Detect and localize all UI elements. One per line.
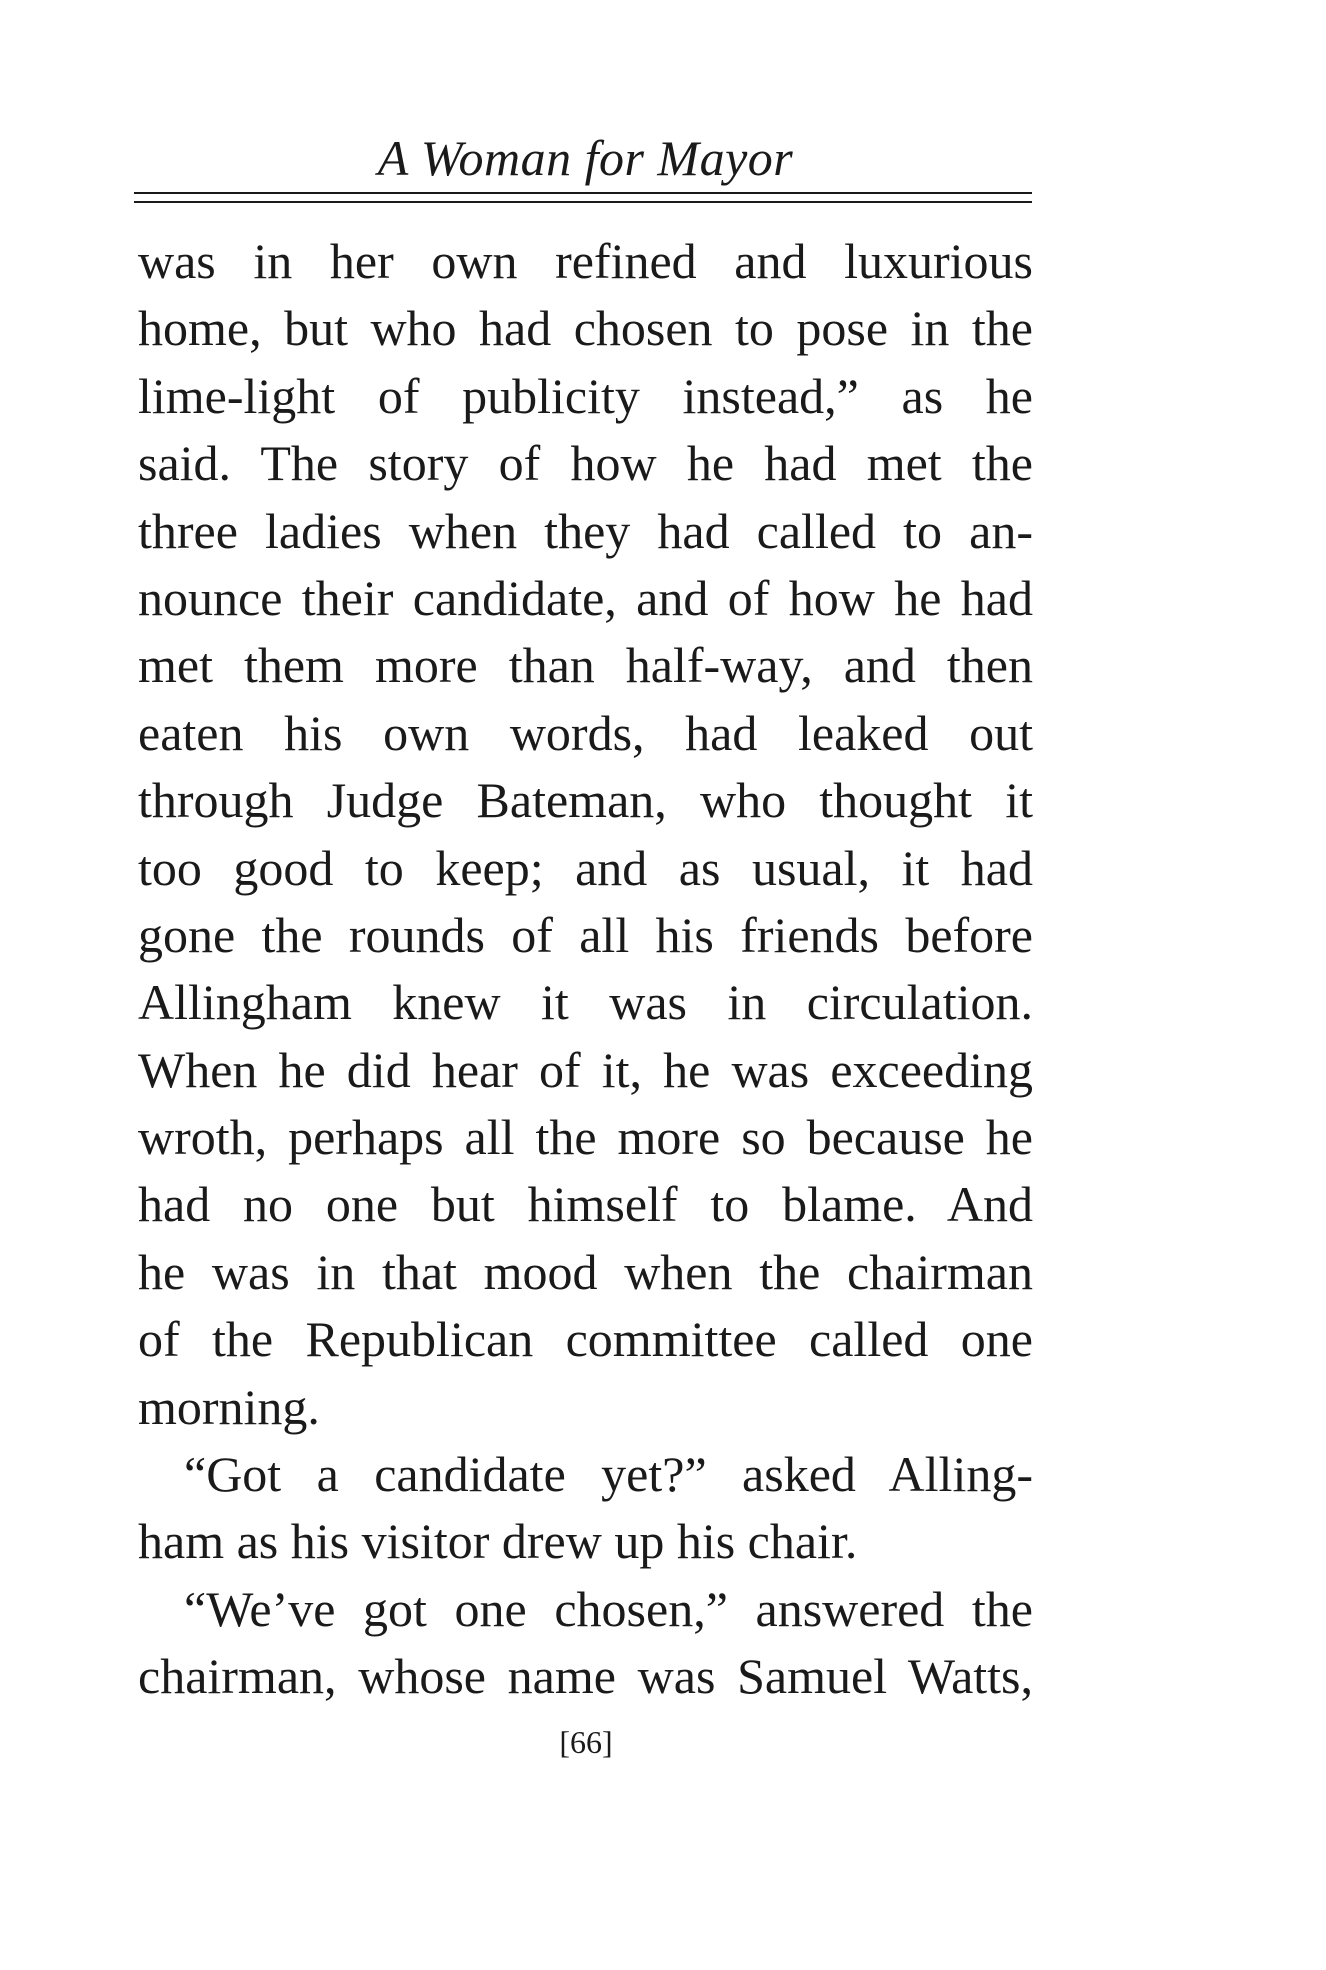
text-line: had no one but himself to blame. And bbox=[138, 1176, 1033, 1233]
text-line: When he did hear of it, he was exceeding bbox=[138, 1041, 1033, 1098]
text-line: ham as his visitor drew up his chair. bbox=[138, 1513, 858, 1570]
page-number: [66] bbox=[559, 1724, 613, 1760]
text-line: said. The story of how he had met the bbox=[138, 435, 1033, 492]
text-line: was in her own refined and luxurious bbox=[138, 233, 1033, 289]
text-line: through Judge Bateman, who thought it bbox=[138, 772, 1033, 829]
text-line: nounce their candidate, and of how he had bbox=[138, 569, 1033, 626]
text-line: “We’ve got one chosen,” answered the bbox=[184, 1580, 1033, 1637]
text-line: too good to keep; and as usual, it had bbox=[138, 839, 1033, 896]
body-text bbox=[138, 228, 1033, 1711]
text-line: chairman, whose name was Samuel Watts, bbox=[138, 1648, 1033, 1705]
text-line: morning. bbox=[138, 1378, 320, 1435]
text-line: Allingham knew it was in circulation. bbox=[138, 974, 1033, 1031]
text-line: lime-light of publicity instead,” as he bbox=[138, 367, 1033, 424]
text-line: three ladies when they had called to an- bbox=[138, 502, 1033, 559]
text-line: eaten his own words, had leaked out bbox=[138, 704, 1033, 761]
running-title: A Woman for Mayor bbox=[377, 130, 794, 186]
text-line: met them more than half-way, and then bbox=[138, 637, 1033, 694]
text-line: gone the rounds of all his friends before bbox=[138, 906, 1033, 963]
text-line: home, but who had chosen to pose in the bbox=[138, 300, 1033, 357]
header-rule-bottom bbox=[134, 201, 1032, 203]
text-line: of the Republican committee called one bbox=[138, 1311, 1033, 1368]
text-line: “Got a candidate yet?” asked Alling- bbox=[184, 1446, 1033, 1503]
text-line: he was in that mood when the chairman bbox=[138, 1243, 1033, 1300]
text-line: wroth, perhaps all the more so because he bbox=[138, 1109, 1033, 1166]
header-rule-top bbox=[134, 192, 1032, 194]
